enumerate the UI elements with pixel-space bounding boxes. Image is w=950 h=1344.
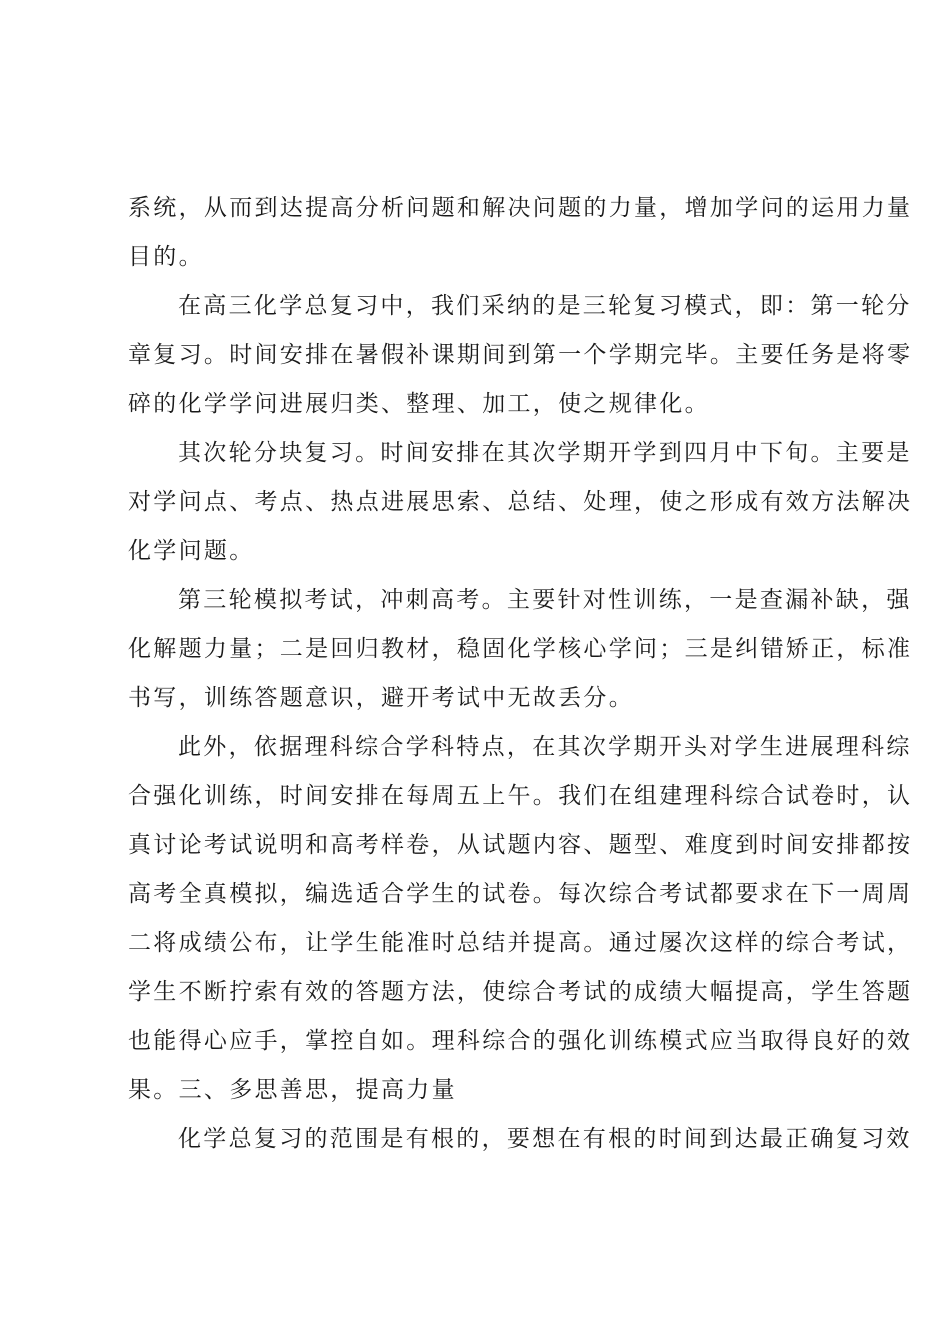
- text-line: 在高三化学总复习中，我们采纳的是三轮复习模式，即：第一轮分: [178, 293, 912, 319]
- paragraph: [128, 576, 913, 723]
- text-line: 第三轮模拟考试，冲刺高考。主要针对性训练，一是查漏补缺，强: [178, 587, 912, 613]
- text-line: 化学总复习的范围是有根的，要想在有根的时间到达最正确复习效: [178, 1126, 912, 1152]
- text-line: 此外，依据理科综合学科特点，在其次学期开头对学生进展理科综: [178, 734, 912, 760]
- text-line: 化解题力量；二是回归教材，稳固化学核心学问；三是纠错矫正，标准: [128, 636, 913, 662]
- paragraph: [128, 429, 913, 576]
- text-line: 学生不断拧索有效的答题方法，使综合考试的成绩大幅提高，学生答题: [128, 979, 913, 1005]
- paragraph: [128, 282, 913, 429]
- text-line: 果。三、多思善思，提高力量: [128, 1077, 457, 1103]
- paragraph: [128, 723, 913, 1115]
- text-line: 真讨论考试说明和高考样卷，从试题内容、题型、难度到时间安排都按: [128, 832, 913, 858]
- text-line: 合强化训练，时间安排在每周五上午。我们在组建理科综合试卷时，认: [128, 783, 913, 809]
- text-line: 其次轮分块复习。时间安排在其次学期开学到四月中下旬。主要是: [178, 440, 912, 466]
- text-line: 化学问题。: [128, 538, 255, 564]
- text-line: 二将成绩公布，让学生能准时总结并提高。通过屡次这样的综合考试，: [128, 930, 913, 956]
- text-line: 也能得心应手，掌控自如。理科综合的强化训练模式应当取得良好的效: [128, 1028, 913, 1054]
- text-line: 章复习。时间安排在暑假补课期间到第一个学期完毕。主要任务是将零: [128, 342, 913, 368]
- paragraph: [128, 1115, 912, 1164]
- text-line: 对学问点、考点、热点进展思索、总结、处理，使之形成有效方法解决: [128, 489, 913, 515]
- text-line: 书写，训练答题意识，避开考试中无故丢分。: [128, 685, 634, 711]
- body-text: [128, 184, 913, 1164]
- text-line: 系统，从而到达提高分析问题和解决问题的力量，增加学问的运用力量: [128, 195, 913, 221]
- text-line: 高考全真模拟，编选适合学生的试卷。每次综合考试都要求在下一周周: [128, 881, 913, 907]
- text-line: 碎的化学学问进展归类、整理、加工，使之规律化。: [128, 391, 710, 417]
- paragraph: [128, 184, 913, 282]
- text-line: 目的。: [128, 244, 204, 270]
